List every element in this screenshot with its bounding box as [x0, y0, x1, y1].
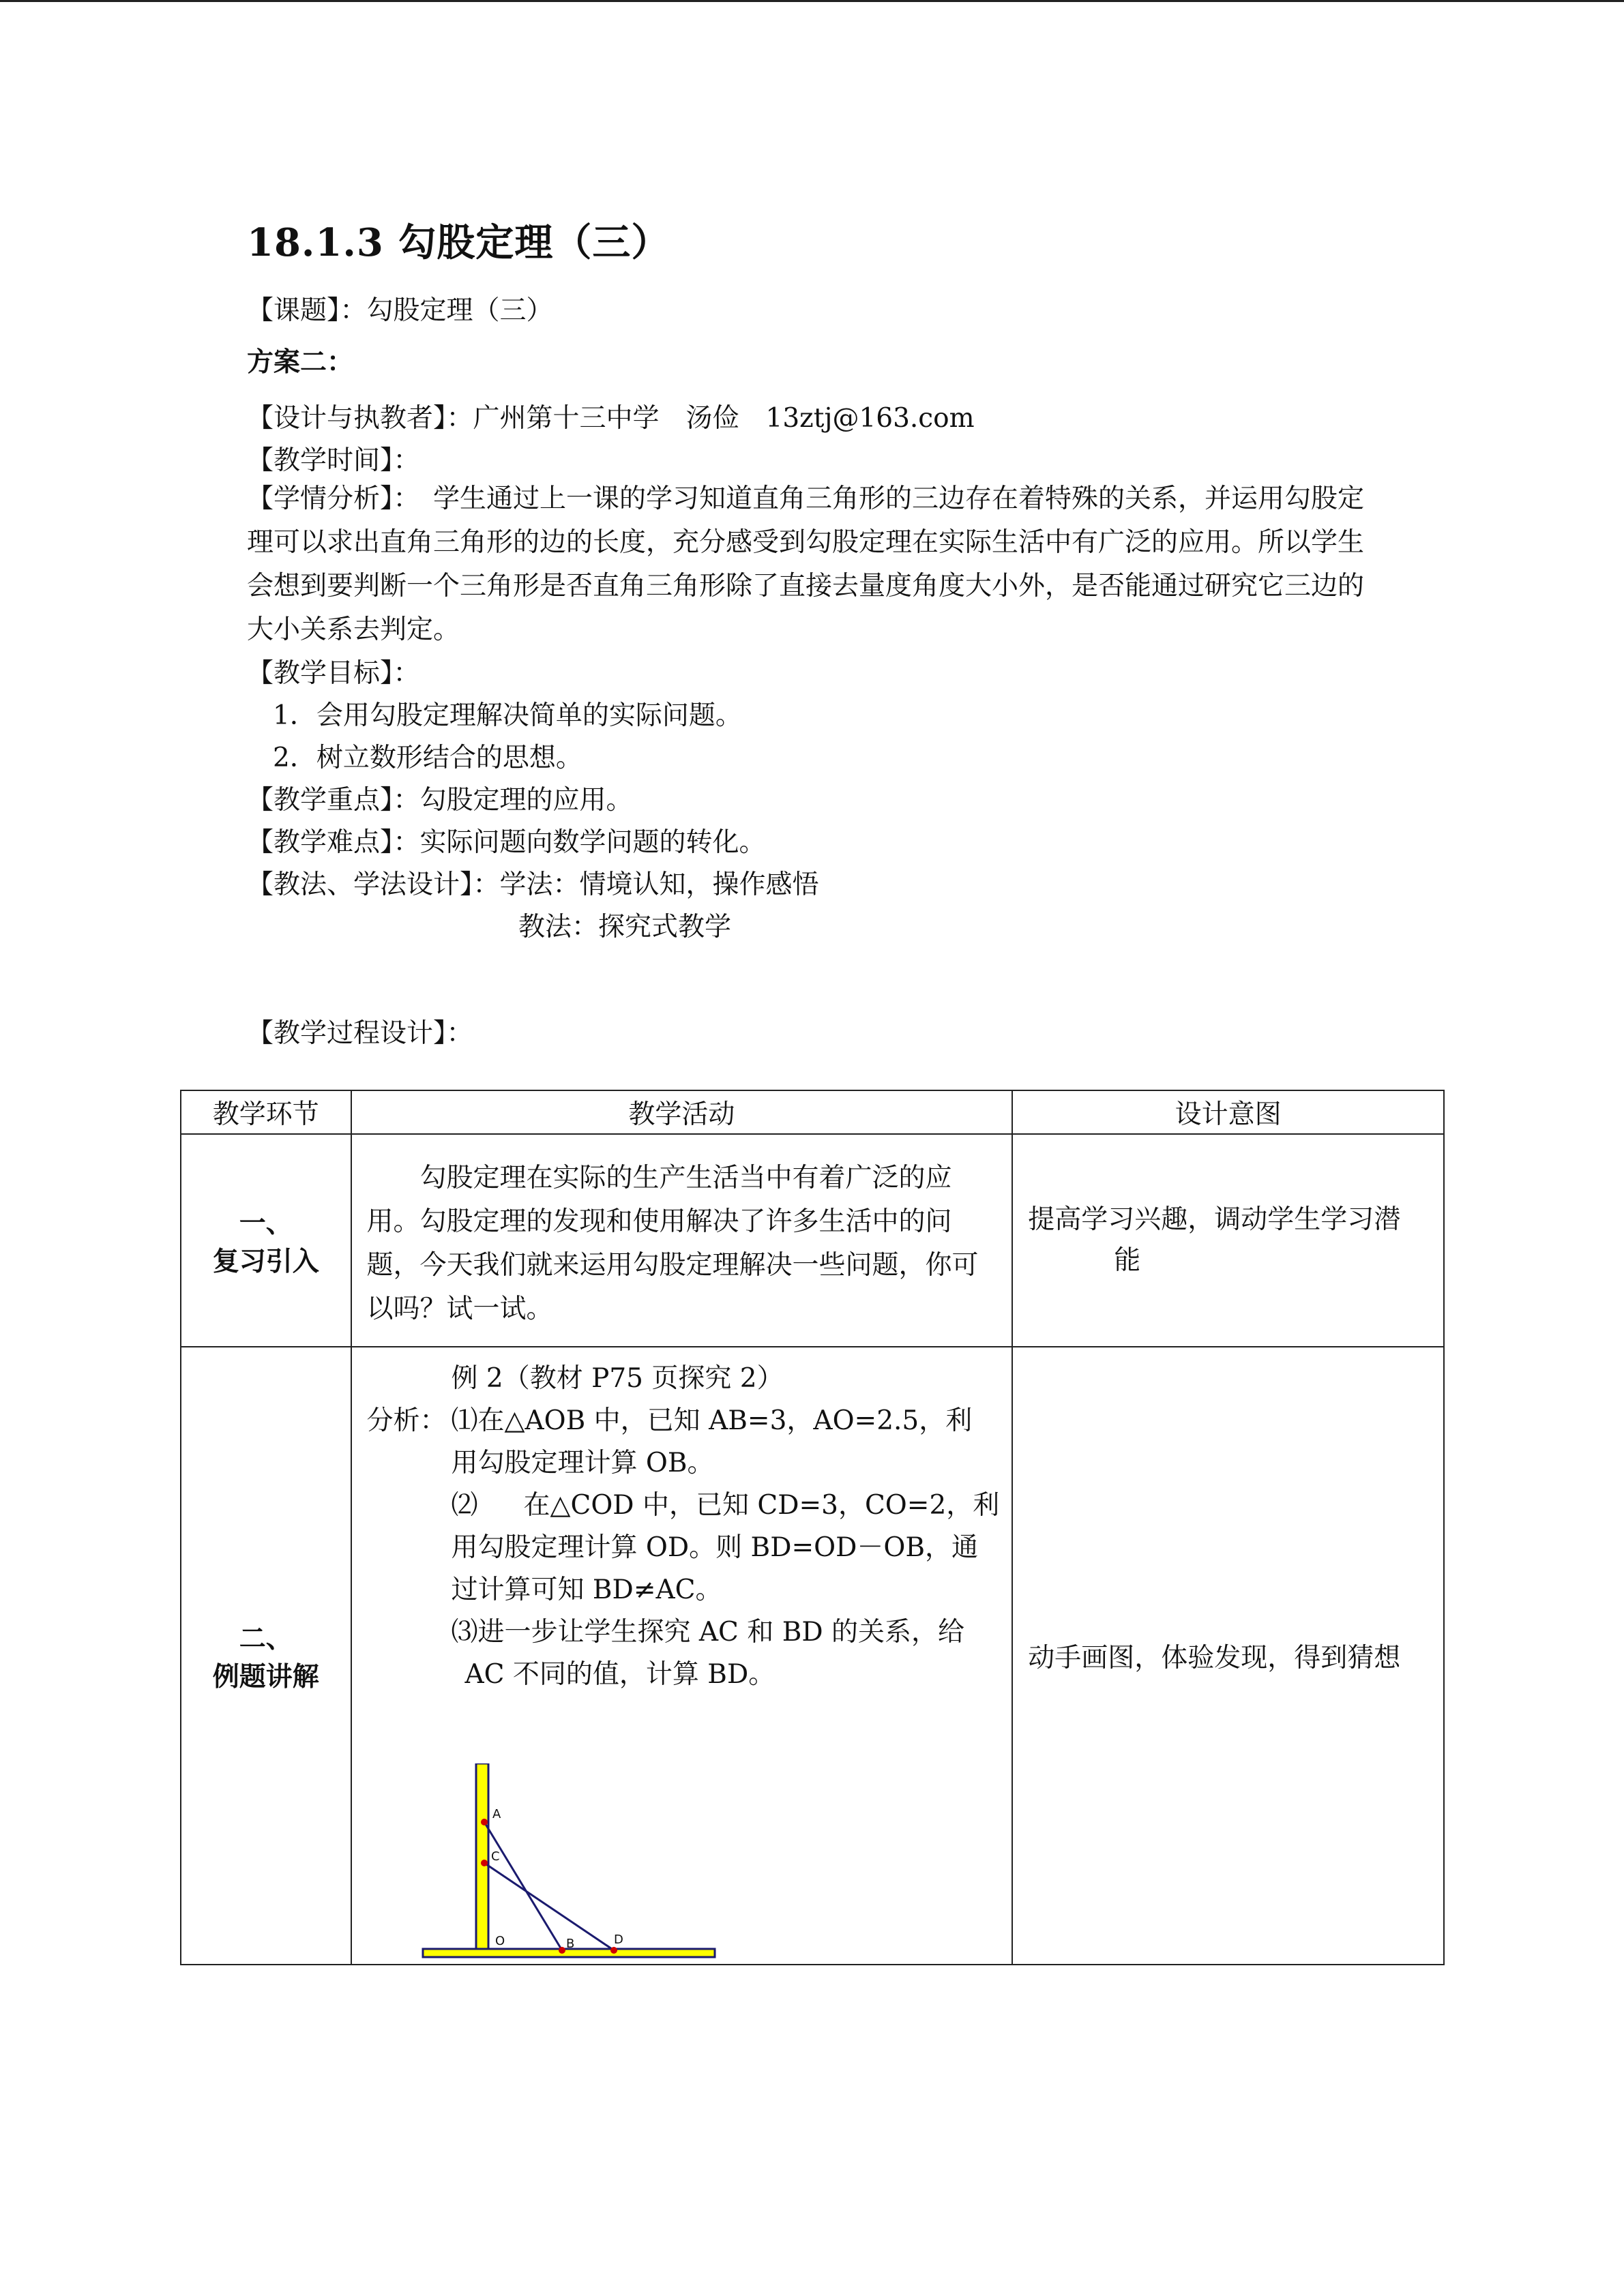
table-row	[181, 1347, 1444, 1965]
ladder-figure	[420, 1763, 720, 1961]
purpose-line: 能	[1114, 1245, 1141, 1276]
process-table	[180, 1090, 1445, 1965]
topic-label: 【课题】：	[247, 295, 367, 326]
analysis-line: ⑶进一步让学生探究 AC 和 BD 的关系，给	[451, 1617, 965, 1648]
example-block	[352, 1347, 1012, 1964]
page-top-border	[0, 0, 1624, 2]
stage-name: 复习引入	[212, 1246, 319, 1277]
analysis-label: 【学情分析】：	[247, 483, 407, 514]
designer-label: 【设计与执教者】：	[247, 403, 473, 434]
analysis-line: 过计算可知 BD≠AC。	[451, 1575, 722, 1605]
label-b: B	[565, 1937, 574, 1951]
difficulty-label: 【教学难点】：	[247, 827, 420, 858]
designer-value: 广州第十三中学 汤俭 13ztj@163.com	[473, 403, 975, 434]
point-b	[559, 1947, 565, 1954]
analysis-line: ⑵	[451, 1490, 478, 1521]
ladder-ab	[484, 1822, 562, 1950]
header-activity: 教学活动	[351, 1090, 1013, 1134]
point-a	[481, 1819, 488, 1825]
purpose-text: 动手画图，体验发现，得到猜想	[1028, 1643, 1401, 1673]
purpose-cell	[1012, 1347, 1444, 1965]
designer-line	[247, 397, 975, 435]
key-value: 勾股定理的应用。	[419, 785, 633, 816]
purpose-line: 提高学习兴趣，调动学生学习潜	[1028, 1204, 1401, 1235]
purpose-cell	[1012, 1134, 1444, 1347]
plan-label: 方案二：	[247, 346, 354, 378]
goal-item: 1．会用勾股定理解决简单的实际问题。	[273, 700, 742, 731]
label-o: O	[494, 1934, 505, 1948]
method-line	[247, 863, 819, 901]
wall-bar	[476, 1763, 488, 1953]
analysis-paragraph	[247, 477, 1379, 652]
table-row	[181, 1134, 1444, 1347]
time-label: 【教学时间】：	[247, 445, 420, 476]
analysis-label: 分析：	[366, 1405, 447, 1436]
analysis-line: AC 不同的值，计算 BD。	[464, 1659, 776, 1690]
stage-cell	[181, 1134, 351, 1347]
analysis-line: 在△COD 中，已知 CD=3，CO=2，利	[523, 1490, 1000, 1521]
analysis-text: 学生通过上一课的学习知道直角三角形的三边存在着特殊的关系，并运用勾股定理可以求出直角三角形的边的长度，充分感受到勾股定理在实际生活中有广泛的应用。所以学生会想到要判断一个三角形是否直角三角形除了直接去量度角度大小外，是否能通过研究它三边的大小关系去判定。	[247, 483, 1365, 645]
example-title: 例 2（教材 P75 页探究 2）	[451, 1363, 784, 1394]
topic-line	[247, 289, 553, 327]
header-stage: 教学环节	[181, 1090, 351, 1134]
header-purpose: 设计意图	[1012, 1090, 1444, 1134]
activity-cell	[351, 1134, 1013, 1347]
stage-number: 一、	[239, 1208, 293, 1239]
key-line	[247, 779, 633, 817]
purpose-text	[1013, 1199, 1443, 1281]
label-d: D	[613, 1933, 623, 1947]
analysis-line: ⑴在△AOB 中，已知 AB=3，AO=2.5，利	[451, 1405, 973, 1436]
label-c: C	[490, 1849, 500, 1864]
goal-item: 2．树立数形结合的思想。	[273, 743, 582, 773]
topic-value: 勾股定理（三）	[366, 295, 553, 326]
method-label: 【教法、学法设计】：	[247, 869, 500, 900]
stage-name: 例题讲解	[212, 1661, 319, 1693]
key-label: 【教学重点】：	[247, 785, 420, 816]
method-learn: 学法：情境认知，操作感悟	[499, 869, 819, 900]
activity-cell	[351, 1347, 1013, 1965]
activity-text: 勾股定理在实际的生产生活当中有着广泛的应用。勾股定理的发现和使用解决了许多生活中的问题，今天我们就来运用勾股定理解决一些问题，你可以吗？试一试。	[366, 1163, 979, 1324]
goals-label: 【教学目标】：	[247, 658, 420, 689]
process-label: 【教学过程设计】：	[247, 1018, 473, 1049]
difficulty-line	[247, 821, 766, 859]
point-c	[481, 1860, 488, 1866]
label-a: A	[492, 1807, 501, 1821]
page-title: 18.1.3 勾股定理（三）	[247, 220, 670, 265]
table-header-row	[181, 1090, 1444, 1134]
analysis-line: 用勾股定理计算 OD。则 BD=OD－OB，通	[451, 1532, 979, 1563]
method-teach: 教法：探究式教学	[518, 912, 732, 942]
difficulty-value: 实际问题向数学问题的转化。	[419, 827, 766, 858]
point-d	[610, 1947, 617, 1954]
analysis-line: 用勾股定理计算 OB。	[451, 1448, 714, 1478]
stage-number: 二、	[239, 1623, 293, 1654]
stage-cell	[181, 1347, 351, 1965]
